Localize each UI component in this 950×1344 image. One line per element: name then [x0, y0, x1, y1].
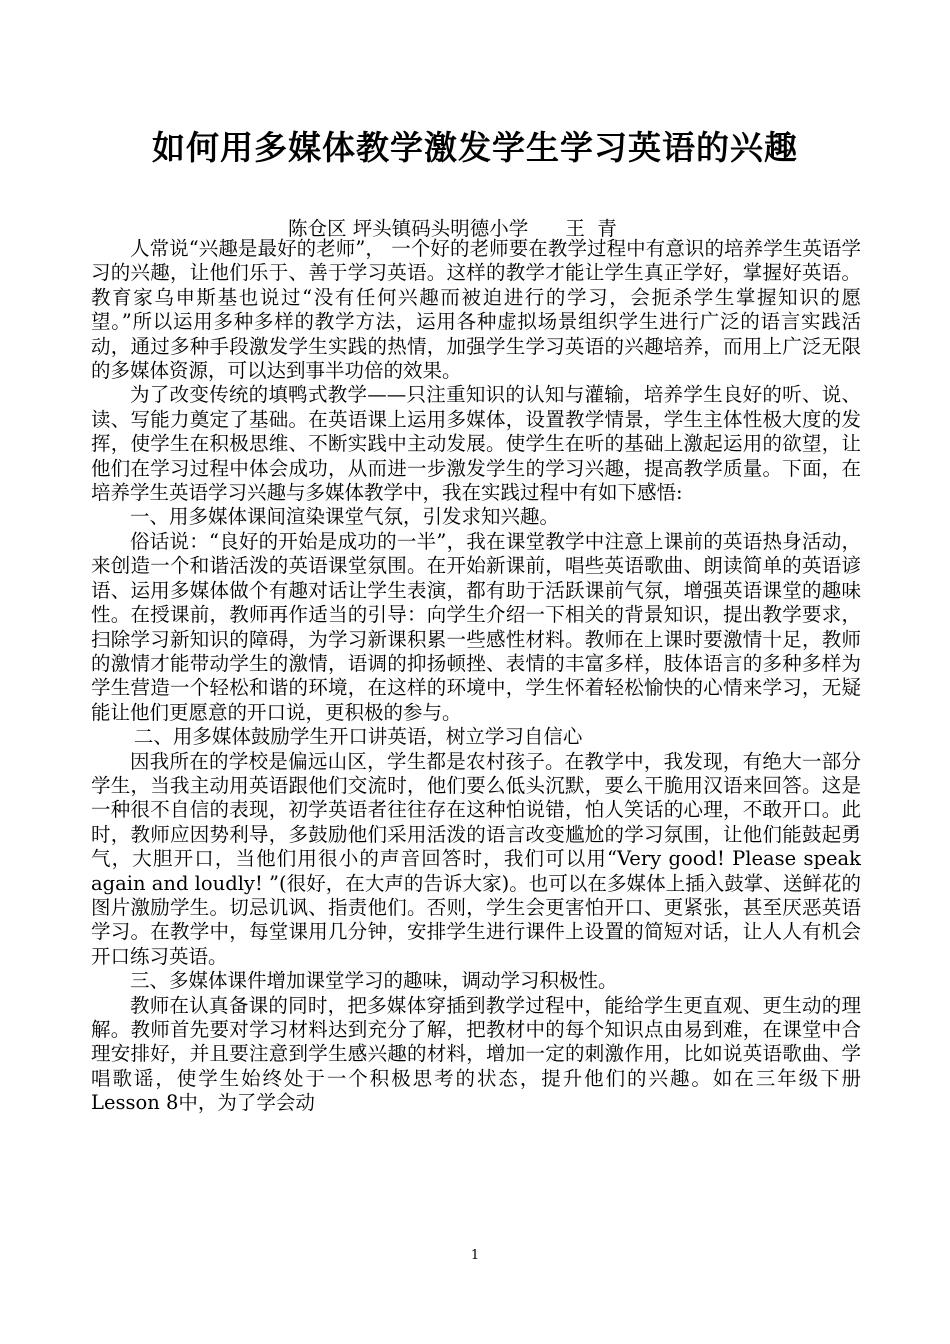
page-number: 1 — [470, 1248, 480, 1263]
paragraph-section-3: 教师在认真备课的同时，把多媒体穿插到教学过程中，能给学生更直观、更生动的理解。教师首先要对学习材料达到充分了解，把教材中的每个知识点由易到难，在课堂中合理安排好，并且要注意到学生感兴趣的材料，增加一定的刺激作用，比如说英语歌曲、学唱歌谣，使学生始终处于一个积极思考的状态，提升他们的兴趣。如在三年级下册Lesson 8中，为了学会动 — [91, 993, 861, 1115]
document-body — [91, 237, 861, 1116]
paragraph-purpose: 为了改变传统的填鸭式教学——只注重知识的认知与灌输，培养学生良好的听、说、读、写能力奠定了基础。在英语课上运用多媒体，设置教学情景，学生主体性极大度的发挥，使学生在积极思维、不断实践中主动发展。使学生在听的基础上激起运用的欲望，让他们在学习过程中体会成功，从而进一步激发学生的学习兴趣，提高教学质量。下面，在培养学生英语学习兴趣与多媒体教学中，我在实践过程中有如下感悟: — [91, 383, 861, 505]
paragraph-section-1: 俗话说：“良好的开始是成功的一半”，我在课堂教学中注意上课前的英语热身活动，来创造一个和谐活泼的英语课堂氛围。在开始新课前，唱些英语歌曲、朗读简单的英语谚语、运用多媒体做个有趣对话让学生表演，都有助于活跃课前气氛，增强英语课堂的趣味性。在授课前，教师再作适当的引导：向学生介绍一下相关的背景知识，提出教学要求，扫除学习新知识的障碍，为学习新课积累一些感性材料。教师在上课时要激情十足，教师的激情才能带动学生的激情，语调的抑扬顿挫、表情的丰富多样，肢体语言的多种多样为学生营造一个轻松和谐的环境，在这样的环境中，学生怀着轻松愉快的心情来学习，无疑能让他们更愿意的开口说，更积极的参与。 — [91, 529, 861, 724]
author-line: 陈仓区 坪头镇码头明德小学 王 青 — [288, 217, 617, 240]
section-heading-2: 二、用多媒体鼓励学生开口讲英语，树立学习自信心 — [133, 725, 583, 749]
section-heading-3: 三、多媒体课件增加课堂学习的趣味，调动学习积极性。 — [130, 969, 618, 993]
paragraph-section-2: 因我所在的学校是偏远山区，学生都是农村孩子。在教学中，我发现，有绝大一部分学生，当我主动用英语跟他们交流时，他们要么低头沉默，要么干脆用汉语来回答。这是一种很不自信的表现，初学英语者往往存在这种怕说错，怕人笑话的心理，不敢开口。此时，教师应因势利导，多鼓励他们采用活泼的语言改变尴尬的学习氛围，让他们能鼓起勇气，大胆开口，当他们用很小的声音回答时，我们可以用“Very good! Please speak again and loudly! ”(很好，在大声的告诉大家)。也可以在多媒体上插入鼓掌、送鲜花的图片激励学生。切忌讥讽、指责他们。否则，学生会更害怕开口、更紧张，甚至厌恶英语学习。在教学中，每堂课用几分钟，安排学生进行课件上设置的简短对话，让人人有机会开口练习英语。 — [91, 749, 861, 968]
paragraph-intro: 人常说“兴趣是最好的老师”， 一个好的老师要在教学过程中有意识的培养学生英语学习的兴趣，让他们乐于、善于学习英语。这样的教学才能让学生真正学好，掌握好英语。教育家乌申斯基也说过“没有任何兴趣而被迫进行的学习，会扼杀学生掌握知识的愿望。”所以运用多种多样的教学方法，运用各种虚拟场景组织学生进行广泛的语言实践活动，通过多种手段激发学生实践的热情，加强学生学习英语的兴趣培养，而用上广泛无限的多媒体资源，可以达到事半功倍的效果。 — [91, 237, 861, 383]
section-heading-1: 一、用多媒体课间渲染课堂气氛，引发求知兴趣。 — [130, 505, 560, 529]
document-title: 如何用多媒体教学激发学生学习英语的兴趣 — [152, 128, 798, 167]
